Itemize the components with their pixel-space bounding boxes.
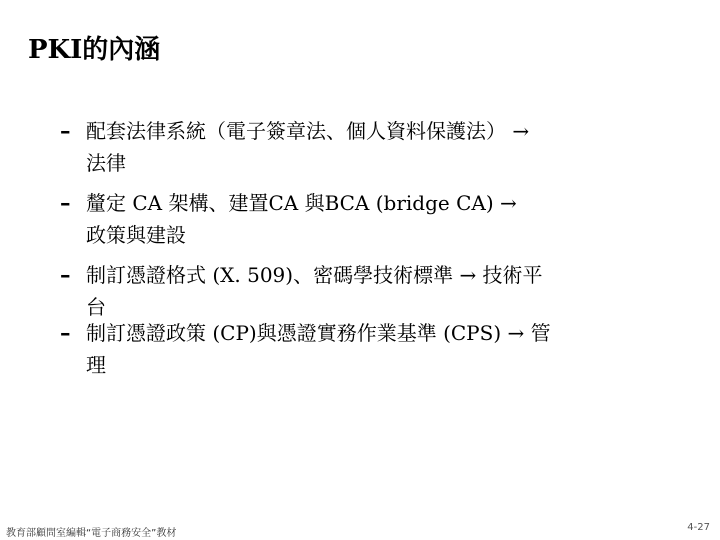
bullet-text: 制訂憑證政策 (CP)與憑證實務作業基準 (CPS) → 管: [86, 321, 551, 345]
bullet-dash: –: [60, 190, 71, 215]
bullet-text-continued: 理: [86, 353, 106, 377]
bullet-text: 制訂憑證格式 (X. 509)、密碼學技術標準 → 技術平: [86, 263, 543, 287]
bullet-dash: –: [60, 118, 71, 143]
bullet-text-continued: 政策與建設: [86, 223, 186, 247]
bullet-dash: –: [60, 262, 71, 287]
bullet-dash: –: [60, 320, 71, 345]
bullet-text: 釐定 CA 架構、建置CA 與BCA (bridge CA) →: [86, 191, 517, 215]
slide-title: PKI的內涵: [28, 35, 161, 65]
footer-source: 教育部顧問室編輯“電子商務安全”教材: [6, 528, 177, 539]
bullet-text: 配套法律系統（電子簽章法、個人資料保護法） →: [86, 119, 530, 143]
bullet-text-continued: 法律: [86, 151, 126, 175]
bullet-text-continued: 台: [86, 295, 106, 319]
page-number: 4-27: [687, 522, 710, 533]
